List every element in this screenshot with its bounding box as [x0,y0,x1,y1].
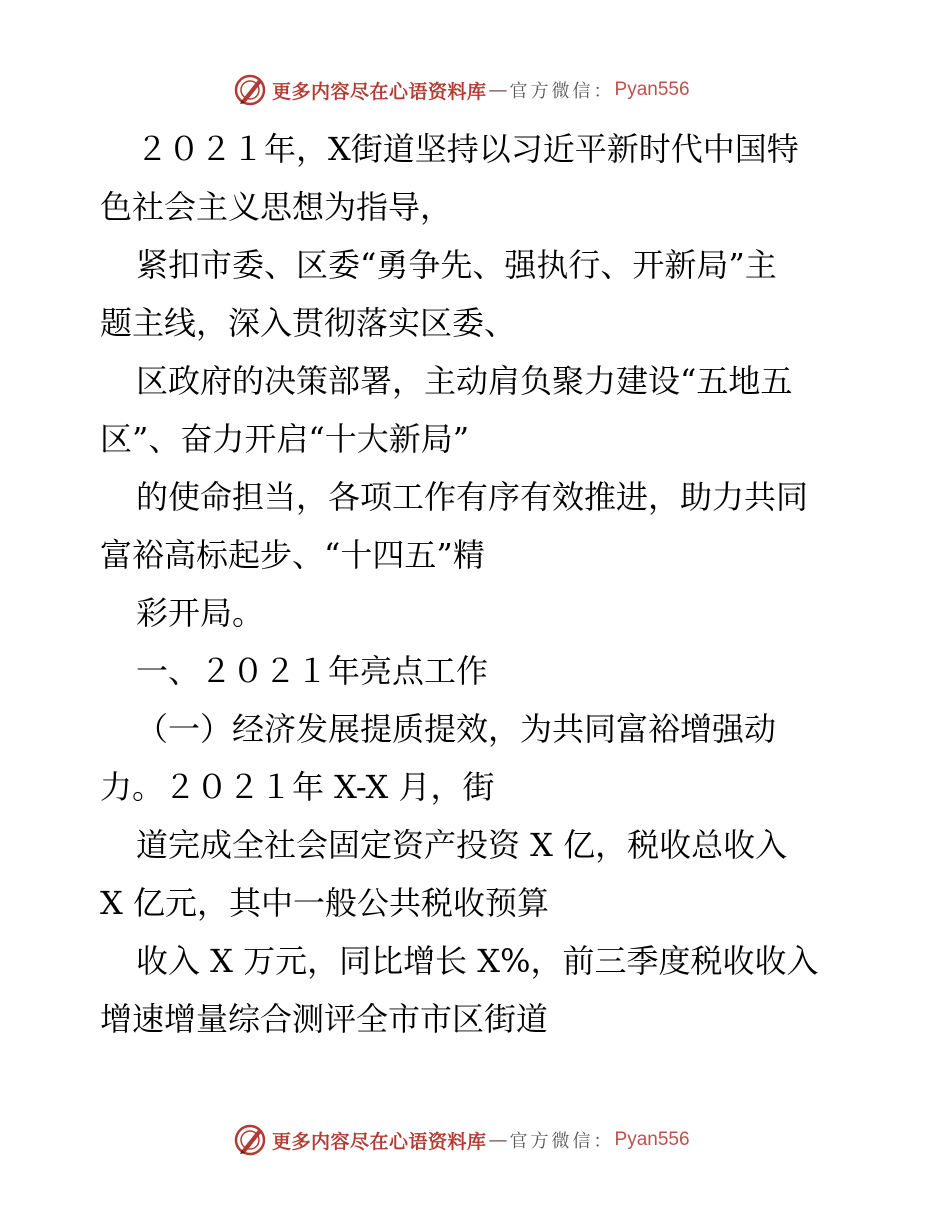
pen-logo-icon [232,72,268,108]
text-line: 区”、奋力开启“十大新局” [100,420,470,458]
text-line: 紧扣市委、区委“勇争先、强执行、开新局”主 [136,246,777,284]
watermark-header [232,70,732,110]
watermark-footer [232,1120,732,1160]
text-line: 区政府的决策部署，主动肩负聚力建设“五地五 [136,362,793,400]
watermark-title: 更多内容尽在心语资料库 [272,80,487,103]
watermark-title: 更多内容尽在心语资料库 [272,1130,487,1153]
text-line: （一）经济发展提质提效，为共同富裕增强动 [136,710,777,748]
pen-logo-icon [232,1122,268,1158]
watermark-official-label: 官方微信： [509,81,615,102]
text-line: 一、２０２１年亮点工作 [136,652,489,690]
text-line: 收入 X 万元，同比增长 X%，前三季度税收收入 [136,942,819,980]
text-line: 富裕高标起步、“十四五”精 [100,536,485,574]
text-line: 力。２０２１年 X-X 月，街 [100,768,495,806]
watermark-dash: — [488,1129,508,1151]
text-line: 增速增量综合测评全市市区街道 [100,1000,549,1038]
document-body [100,120,860,1048]
text-line: ２０２１年，X街道坚持以习近平新时代中国特 [136,130,799,168]
text-line: 的使命担当，各项工作有序有效推进，助力共同 [136,478,809,516]
text-line: X 亿元，其中一般公共税收预算 [100,884,549,922]
watermark-wechat-id: Pyan556 [614,79,690,100]
watermark-wechat-id: Pyan556 [614,1129,690,1150]
watermark-official-label: 官方微信： [509,1131,615,1152]
text-line: 题主线，深入贯彻落实区委、 [100,304,517,342]
watermark-dash: — [488,79,508,101]
text-line: 彩开局。 [136,594,265,632]
text-line: 道完成全社会固定资产投资 X 亿，税收总收入 [136,826,788,864]
text-line: 色社会主义思想为指导， [100,188,453,226]
